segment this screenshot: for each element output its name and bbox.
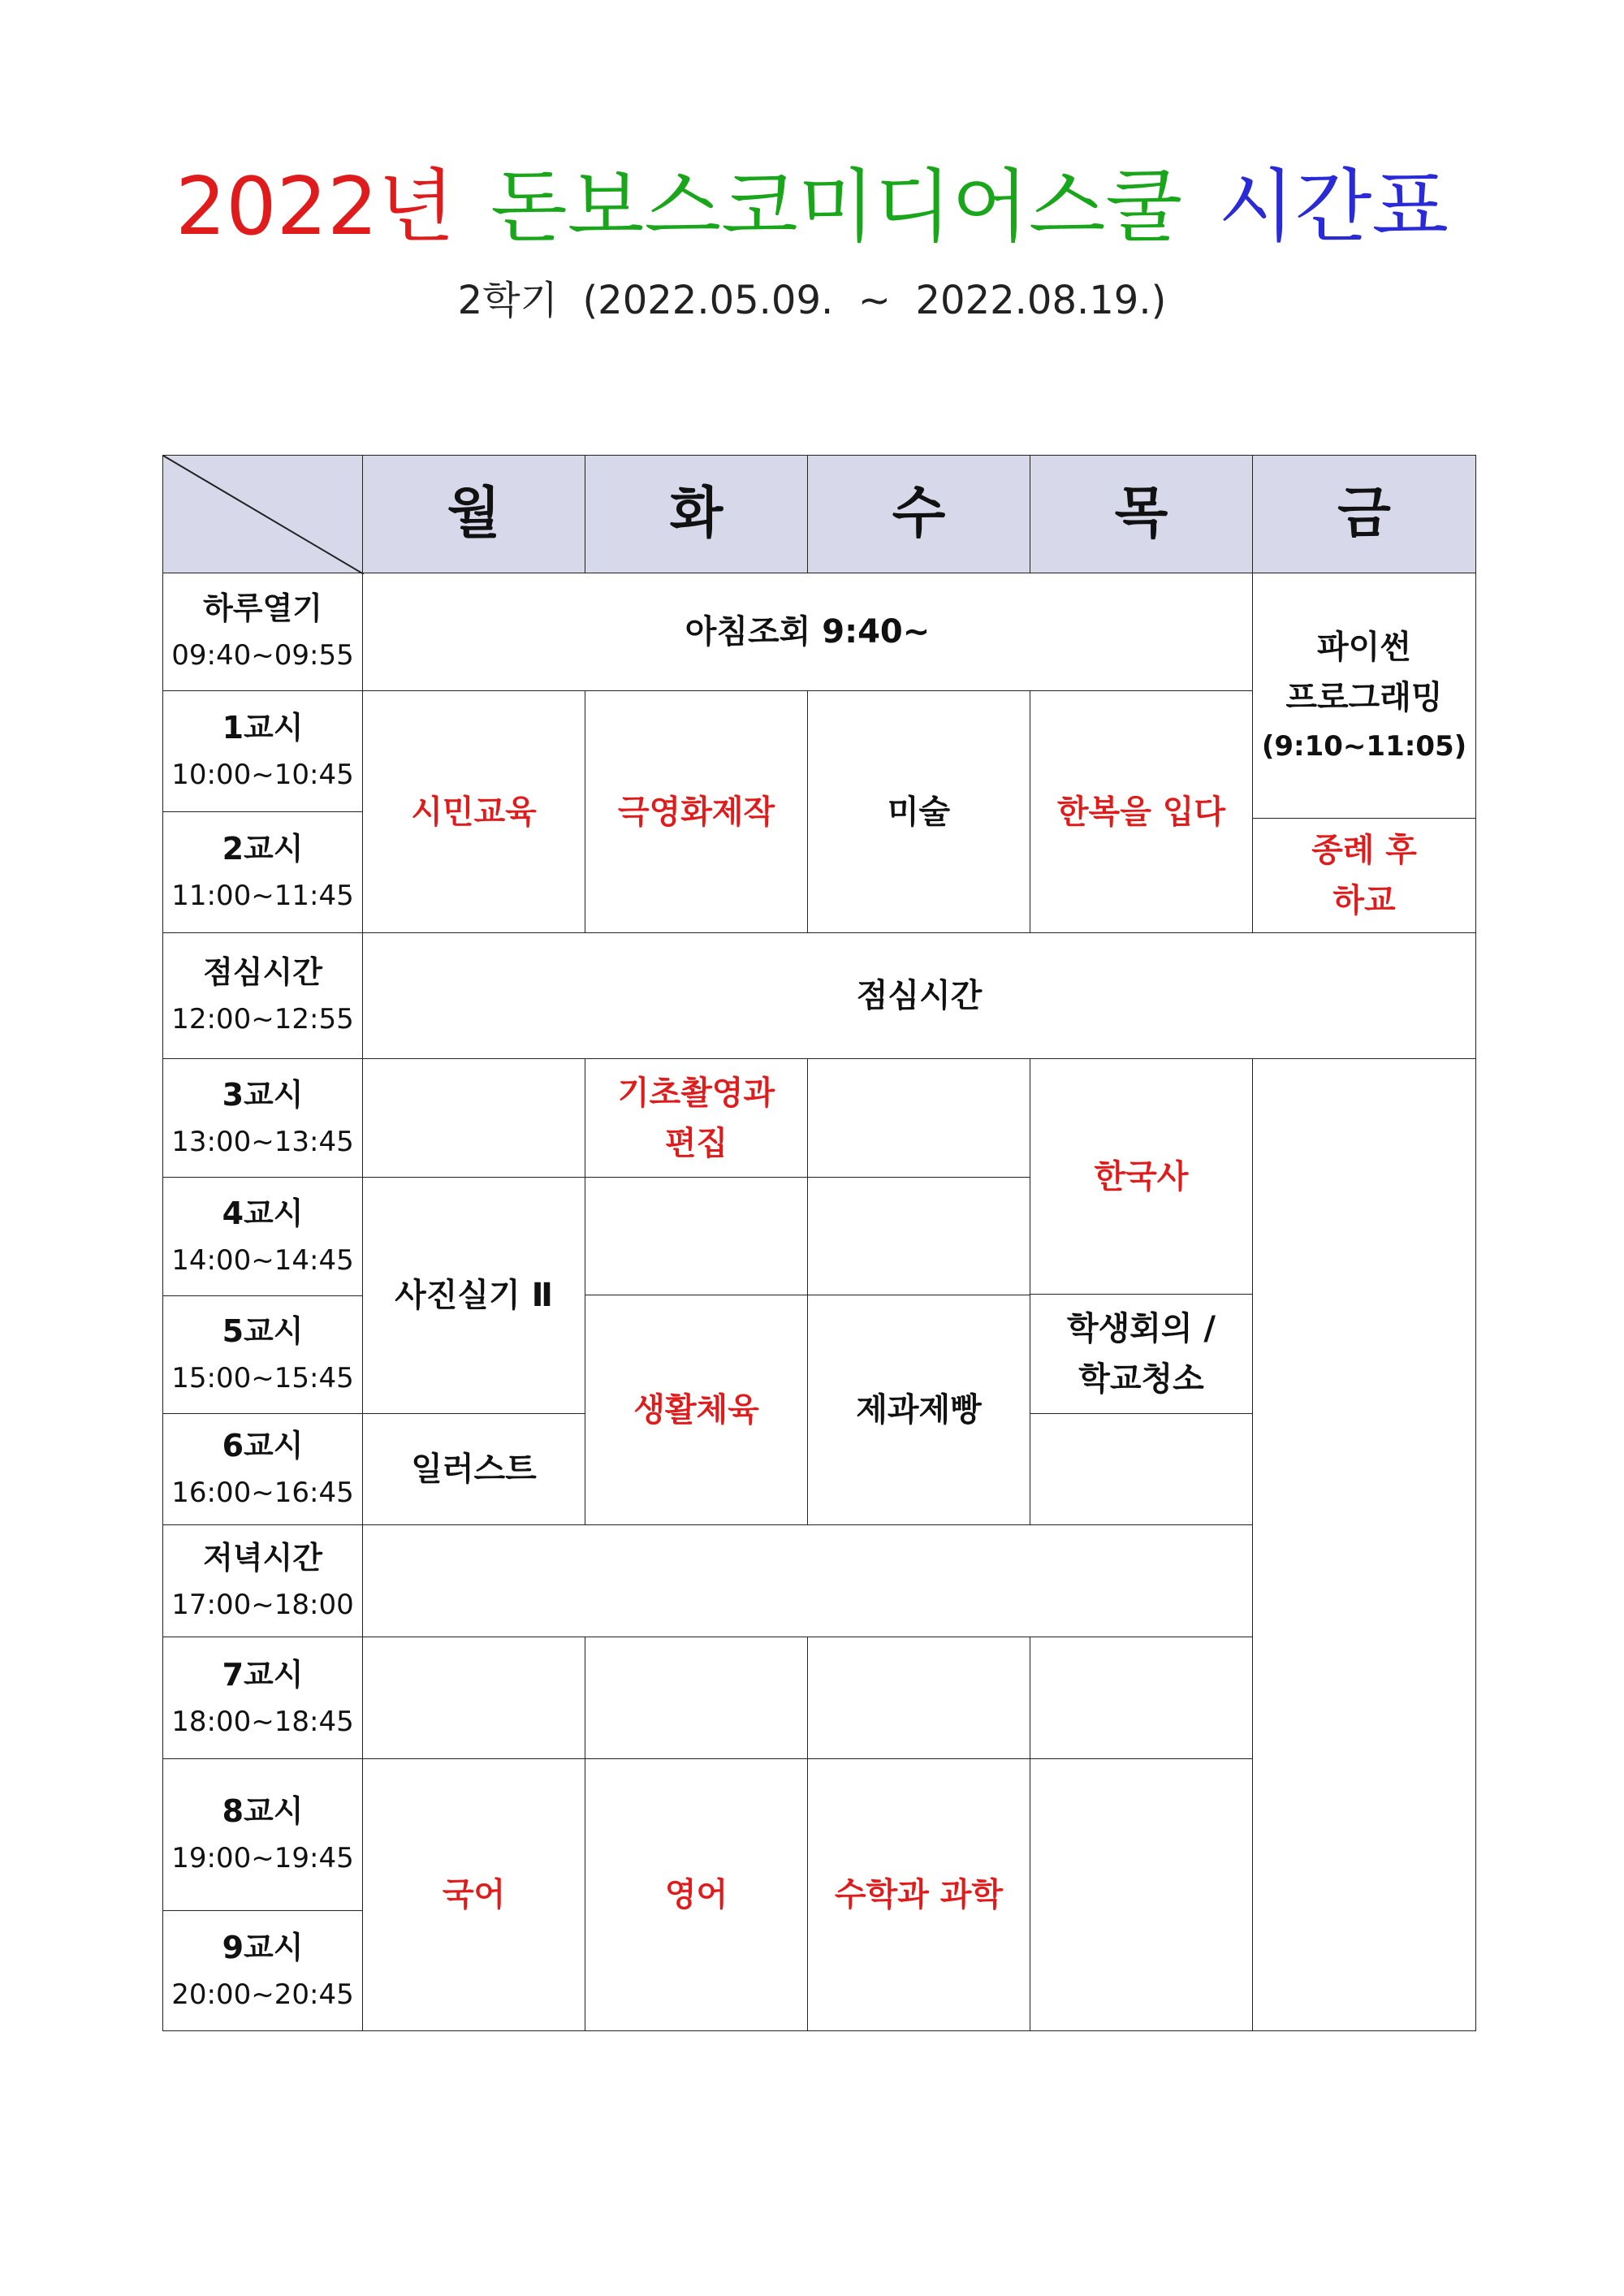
- empty-cell: [362, 1058, 585, 1178]
- empty-cell: [1030, 1758, 1253, 2031]
- thu-korean-history: 한국사: [1030, 1058, 1253, 1295]
- period-name: 8교시: [222, 1793, 304, 1829]
- fri-python-cell: [1252, 573, 1476, 819]
- wed-math-science: 수학과 과학: [807, 1758, 1030, 2031]
- period-time: 14:00~14:45: [171, 1243, 354, 1277]
- day-header-tue: 화: [585, 455, 808, 573]
- empty-cell: [585, 1177, 808, 1295]
- day-header-fri: 금: [1252, 455, 1476, 573]
- period-name: 9교시: [222, 1929, 304, 1965]
- period-time: 09:40~09:55: [171, 639, 354, 672]
- period-cell: [162, 1637, 363, 1759]
- period-time: 20:00~20:45: [171, 1978, 354, 2011]
- period-cell: [162, 932, 363, 1059]
- period-name: 6교시: [222, 1428, 304, 1464]
- period-cell: [162, 1413, 363, 1525]
- mon-korean: 국어: [362, 1758, 585, 2031]
- period-name: 5교시: [222, 1313, 304, 1349]
- period-name: 저녁시간: [203, 1539, 322, 1576]
- period-time: 12:00~12:55: [171, 1003, 354, 1036]
- mon-civic-education: 시민교육: [362, 690, 585, 933]
- mon-illustration: 일러스트: [362, 1413, 585, 1525]
- period-time: 13:00~13:45: [171, 1125, 354, 1158]
- thu-student-council: 학생회의 / 학교청소: [1030, 1294, 1253, 1414]
- empty-cell: [807, 1058, 1030, 1178]
- period-cell: [162, 1295, 363, 1414]
- period-time: 18:00~18:45: [171, 1705, 354, 1738]
- empty-cell: [1030, 1413, 1253, 1525]
- morning-assembly-cell: 아침조회 9:40~: [362, 573, 1253, 691]
- day-header-mon: 월: [362, 455, 585, 573]
- tue-filming-editing: 기초촬영과 편집: [585, 1058, 808, 1178]
- period-cell: [162, 573, 363, 691]
- empty-cell: [807, 1637, 1030, 1759]
- title-timetable: 시간표: [1218, 161, 1449, 253]
- empty-cell: [585, 1637, 808, 1759]
- period-cell: [162, 1758, 363, 1911]
- empty-cell: [1252, 1058, 1476, 2031]
- day-header-wed: 수: [807, 455, 1030, 573]
- period-cell: [162, 1177, 363, 1296]
- period-cell: [162, 690, 363, 812]
- period-name: 3교시: [222, 1076, 304, 1113]
- semester-period: 2학기 (2022.05.09. ~ 2022.08.19.): [457, 278, 1167, 323]
- period-cell: [162, 1910, 363, 2031]
- dinner-empty-cell: [362, 1524, 1253, 1637]
- wed-art: 미술: [807, 690, 1030, 933]
- tue-physical-education: 생활체육: [585, 1295, 808, 1525]
- title-year: 2022년: [175, 161, 456, 253]
- empty-cell: [807, 1177, 1030, 1295]
- period-name: 4교시: [222, 1195, 304, 1231]
- period-cell: [162, 1058, 363, 1178]
- tue-drama-film: 극영화제작: [585, 690, 808, 933]
- period-cell: [162, 1524, 363, 1637]
- period-time: 16:00~16:45: [171, 1477, 354, 1509]
- diagonal-line: [163, 456, 364, 574]
- thu-hanbok: 한복을 입다: [1030, 690, 1253, 933]
- day-header-thu: 목: [1030, 455, 1253, 573]
- corner-cell: [162, 455, 363, 573]
- period-name: 1교시: [222, 710, 304, 746]
- fri-dismissal-cell: 종례 후 하교: [1252, 818, 1476, 933]
- title-school-name: 돈보스코미디어스쿨: [490, 161, 1183, 253]
- python-class-name: 파이썬 프로그래밍: [1285, 628, 1443, 716]
- period-cell: [162, 811, 363, 933]
- period-name: 점심시간: [203, 954, 322, 990]
- period-time: 10:00~10:45: [171, 759, 354, 791]
- page-title: [0, 158, 1624, 256]
- period-time: 11:00~11:45: [171, 880, 354, 912]
- tue-english: 영어: [585, 1758, 808, 2031]
- wed-baking: 제과제빵: [807, 1295, 1030, 1525]
- period-name: 7교시: [222, 1656, 304, 1693]
- mon-photo-practice: 사진실기 Ⅱ: [362, 1177, 585, 1414]
- period-time: 19:00~19:45: [171, 1842, 354, 1874]
- python-class-time: (9:10~11:05): [1261, 729, 1467, 763]
- empty-cell: [1030, 1637, 1253, 1759]
- period-name: 하루열기: [203, 590, 322, 626]
- lunch-cell: 점심시간: [362, 932, 1476, 1059]
- period-time: 17:00~18:00: [171, 1588, 354, 1621]
- period-name: 2교시: [222, 831, 304, 867]
- empty-cell: [362, 1637, 585, 1759]
- period-time: 15:00~15:45: [171, 1362, 354, 1394]
